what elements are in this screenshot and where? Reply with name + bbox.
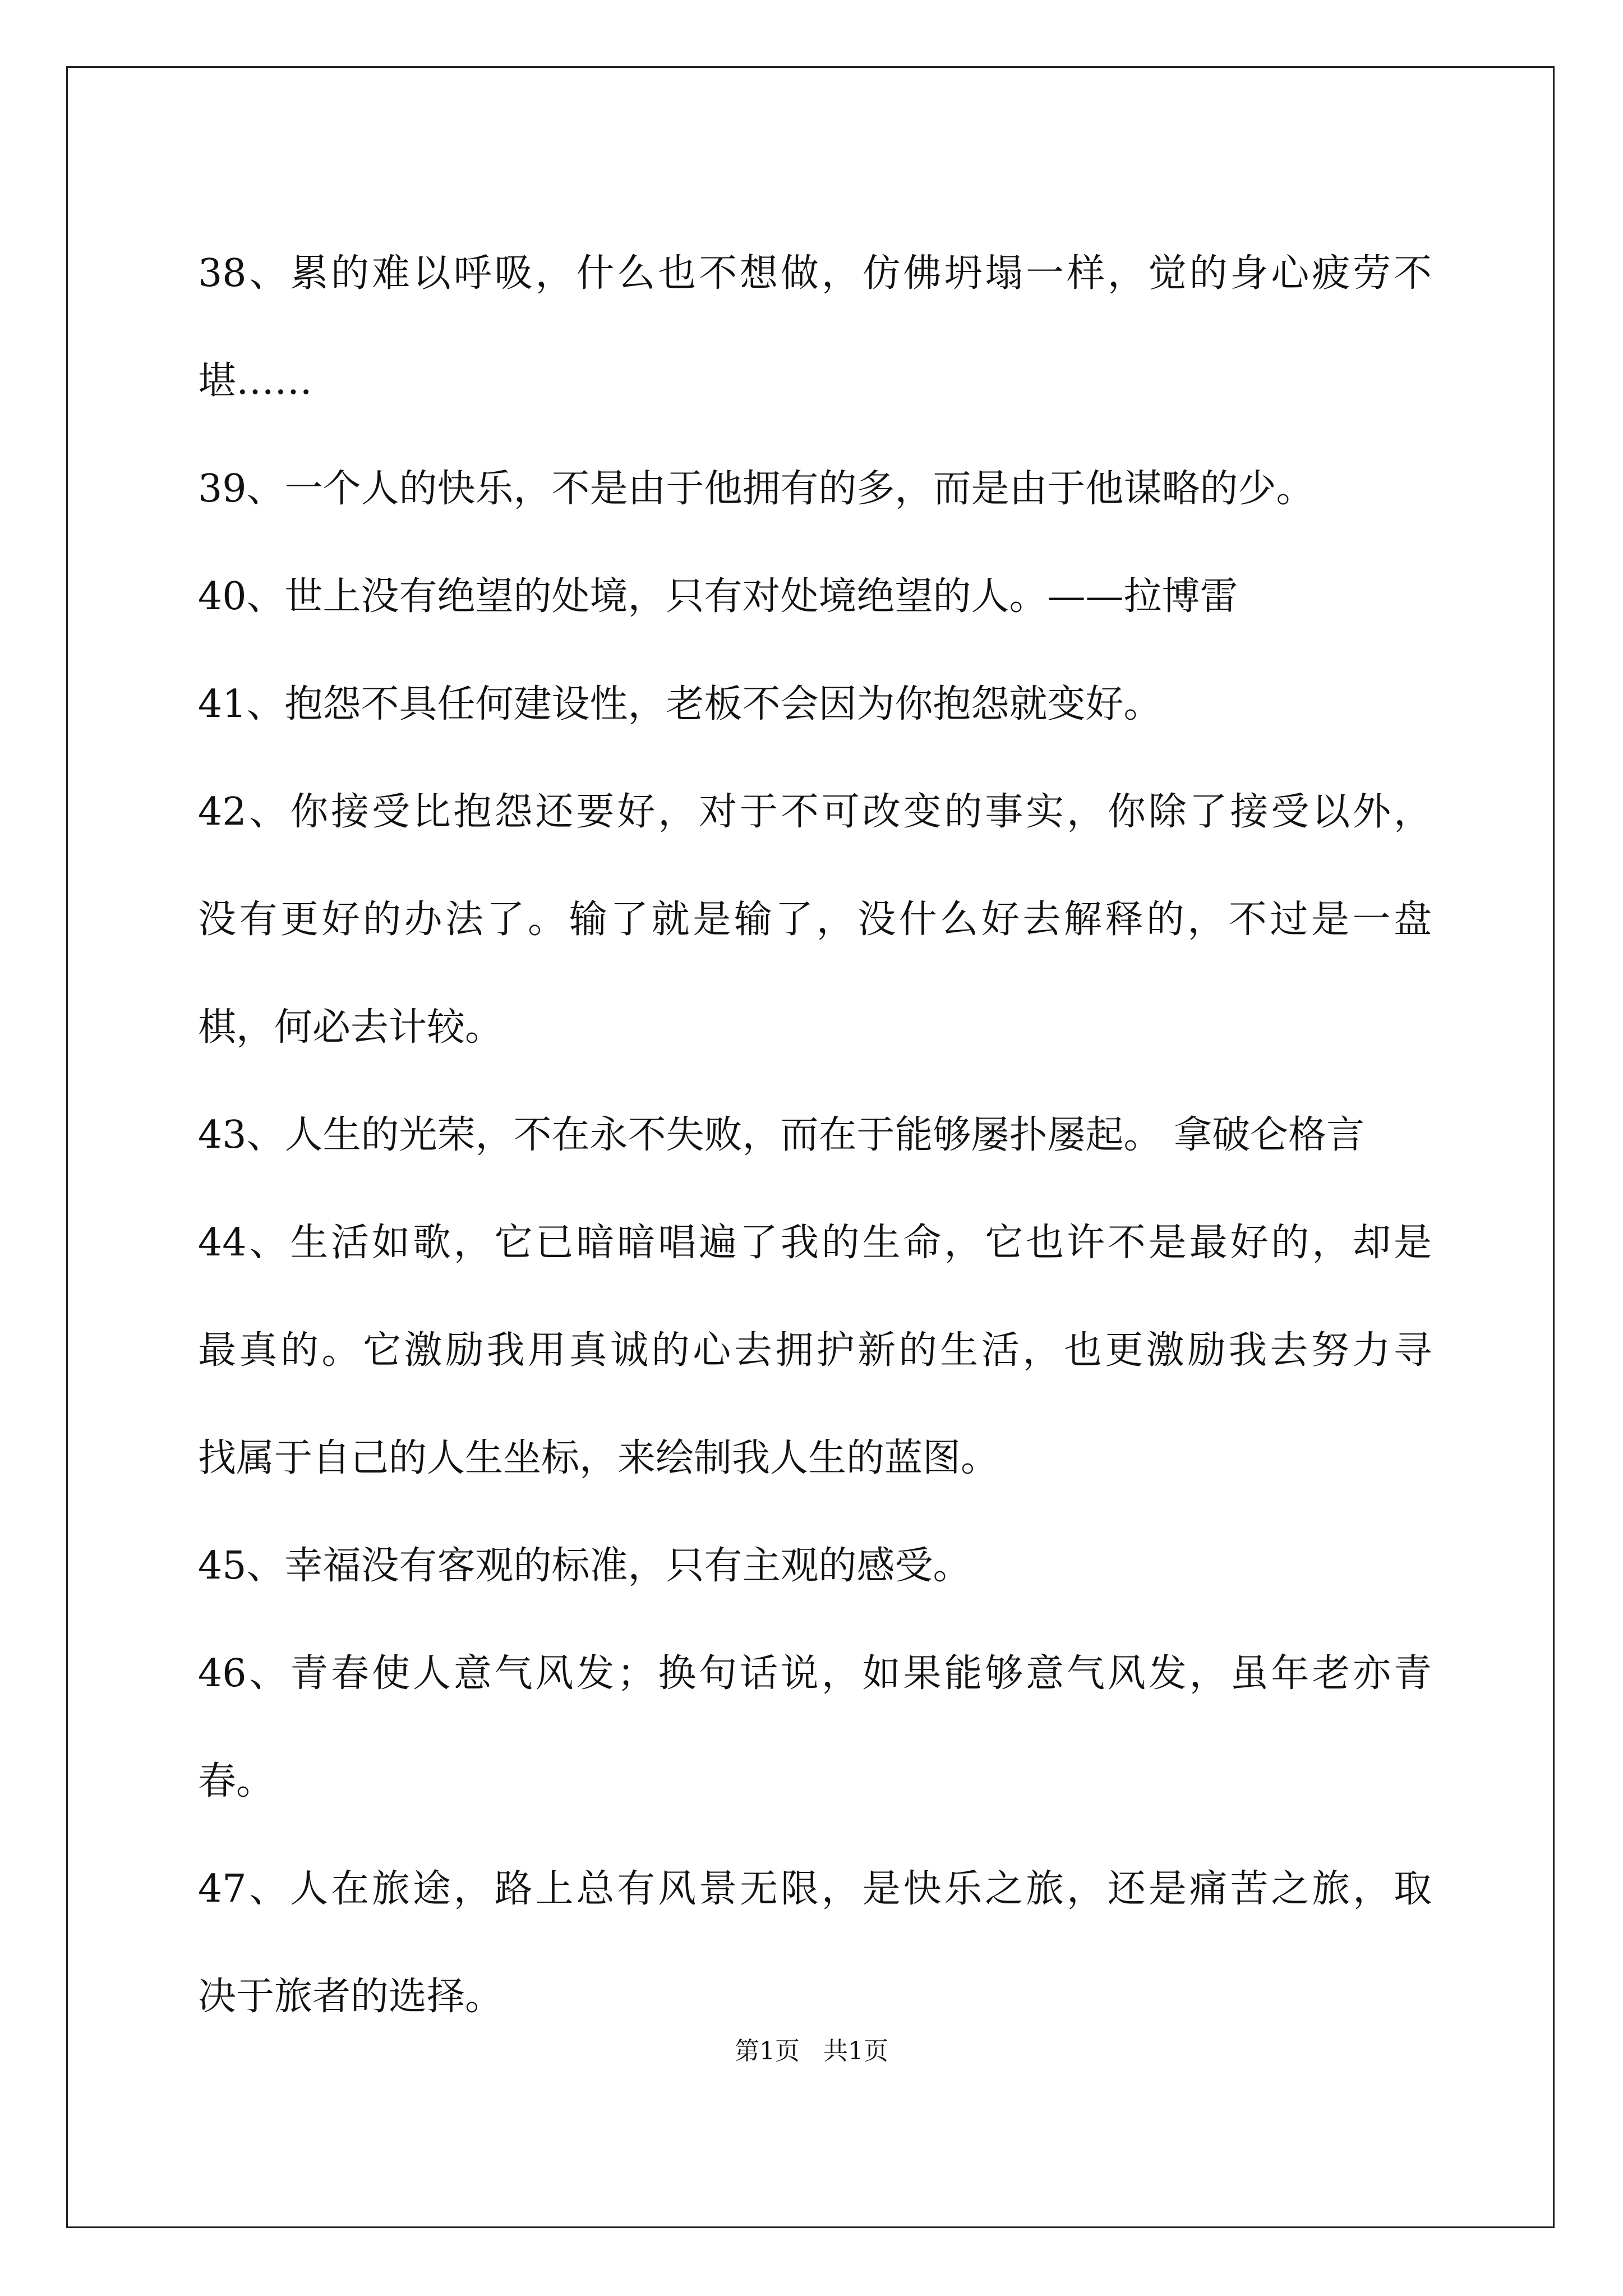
document-body [198,220,1432,2051]
paragraph-line: 39、一个人的快乐，不是由于他拥有的多，而是由于他谋略的少。 [198,467,1315,511]
paragraph-41 [198,651,1432,758]
paragraph-43 [198,1082,1432,1189]
paragraph-line: 决于旅者的选择。 [198,1975,504,2019]
paragraph-line: 没有更好的办法了。输了就是输了，没什么好去解释的，不过是一盘 [198,898,1432,942]
paragraph-45 [198,1512,1432,1620]
paragraph-47 [198,1835,1432,2051]
paragraph-line: 最真的。它激励我用真诚的心去拥护新的生活，也更激励我去努力寻 [198,1328,1432,1373]
paragraph-42 [198,758,1432,1082]
paragraph-line: 找属于自己的人生坐标，来绘制我人生的蓝图。 [198,1436,999,1480]
paragraph-line: 春。 [198,1759,275,1803]
paragraph-40 [198,543,1432,651]
paragraph-line: 38、累的难以呼吸，什么也不想做，仿佛坍塌一样，觉的身心疲劳不 [198,251,1432,296]
paragraph-line: 43、人生的光荣，不在永不失败，而在于能够屡扑屡起。 拿破仑格言 [198,1113,1365,1157]
paragraph-line: 堪…… [198,359,313,403]
paragraph-line: 42、你接受比抱怨还要好，对于不可改变的事实，你除了接受以外， [198,790,1432,834]
paragraph-38 [198,220,1432,435]
paragraph-line: 41、抱怨不具任何建设性，老板不会因为你抱怨就变好。 [198,682,1162,726]
paragraph-line: 44、生活如歌，它已暗暗唱遍了我的生命，它也许不是最好的，却是 [198,1221,1432,1265]
paragraph-line: 46、青春使人意气风发；换句话说，如果能够意气风发，虽年老亦青 [198,1651,1432,1696]
paragraph-46 [198,1620,1432,1835]
paragraph-39 [198,435,1432,543]
paragraph-line: 棋，何必去计较。 [198,1005,504,1050]
paragraph-line: 40、世上没有绝望的处境，只有对处境绝望的人。——拉博雷 [198,574,1238,619]
page-number-footer: 第1页 共1页 [735,2037,888,2065]
paragraph-line: 47、人在旅途，路上总有风景无限，是快乐之旅，还是痛苦之旅，取 [198,1867,1432,1911]
paragraph-44 [198,1189,1432,1512]
paragraph-line: 45、幸福没有客观的标准，只有主观的感受。 [198,1544,971,1588]
